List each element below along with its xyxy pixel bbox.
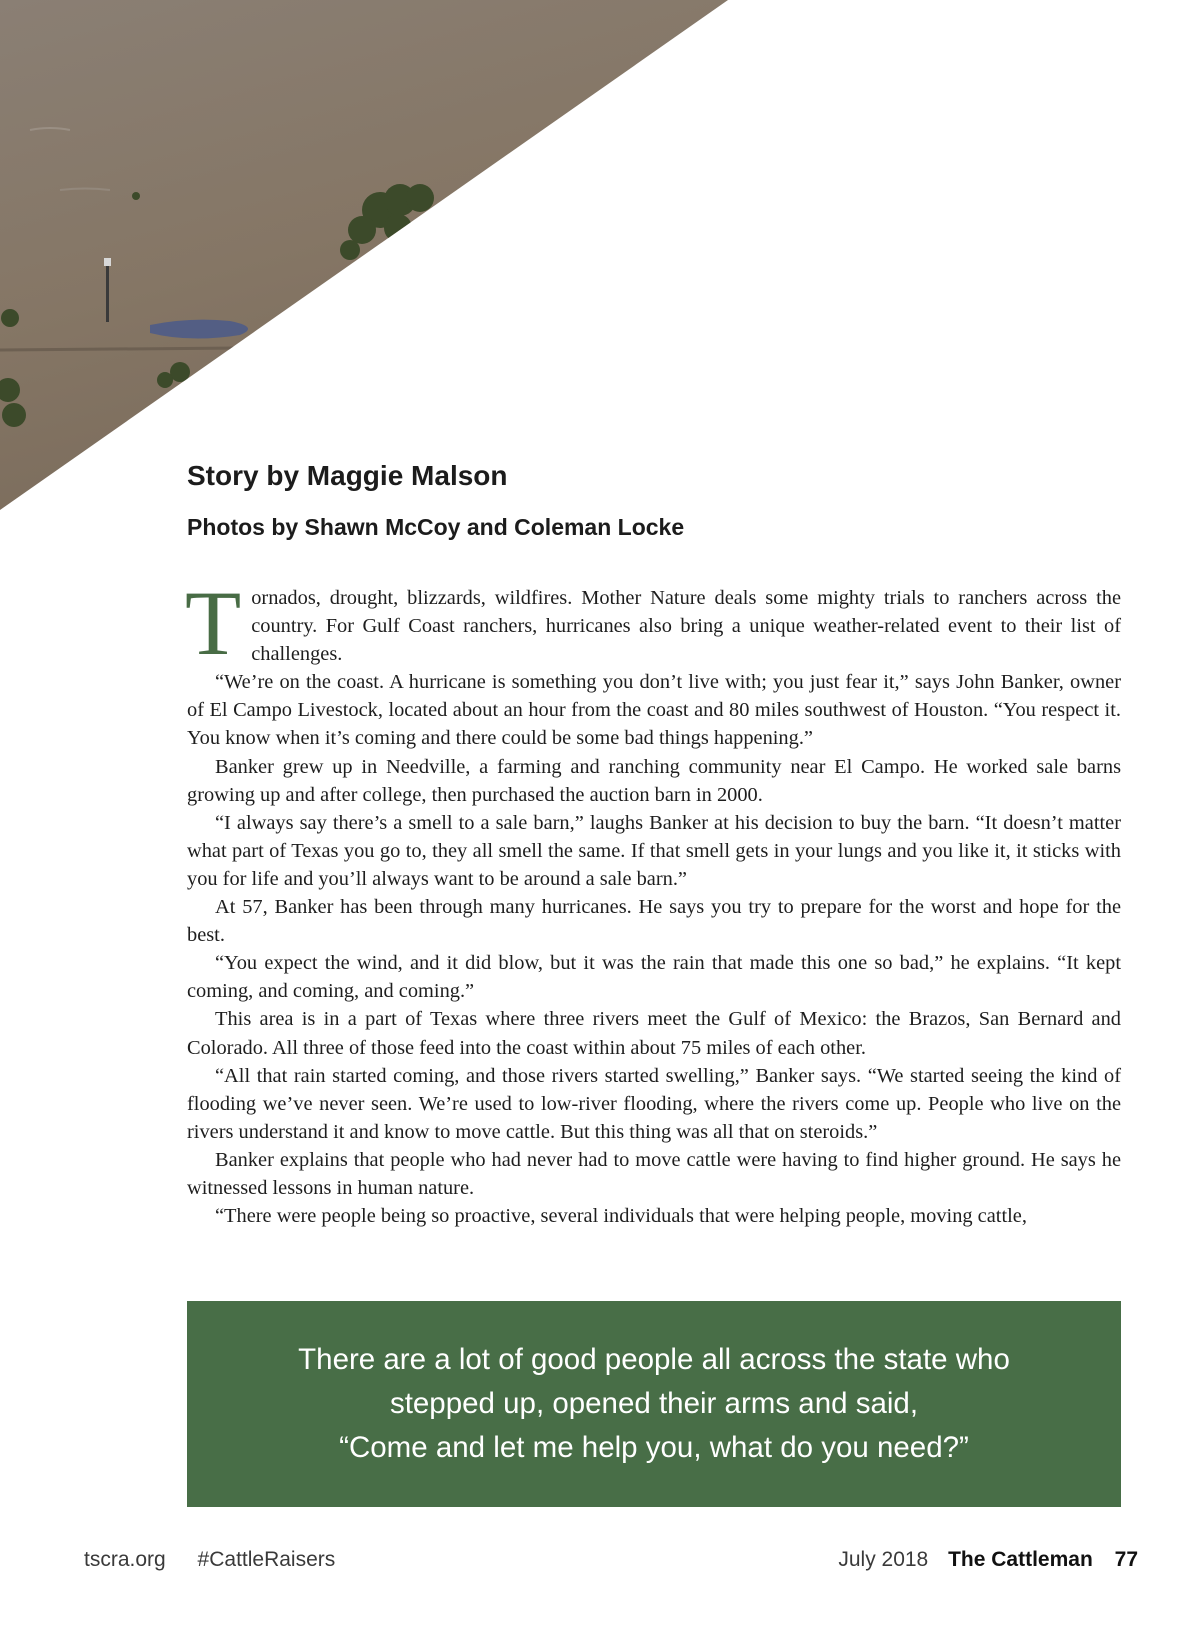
article-paragraph: “We’re on the coast. A hurricane is something you don’t live with; you just fear it,” says John Banker, owner of El Campo Livestock, located about an hour from the coast and 80 miles southwest of Houston. “You respect it. You know when it’s coming and there could be some bad things happening.” [187, 671, 1121, 750]
footer-right [838, 1548, 1138, 1572]
page-number: 77 [1114, 1548, 1138, 1571]
article-paragraph: “All that rain started coming, and those rivers started swelling,” Banker says. “We started seeing the kind of flooding we’ve never seen. We’re used to low-river flooding, where the rivers come up. People who live on the rivers understand it and know to move cattle. But this thing was all that on steroids.” [187, 1064, 1121, 1143]
article-body [185, 572, 1121, 1230]
footer-hashtag: #CattleRaisers [197, 1548, 336, 1571]
flood-photo [0, 0, 730, 512]
article-paragraph: “You expect the wind, and it did blow, but it was the rain that made this one so bad,” he explains. “It kept coming, and coming, and coming.” [187, 952, 1121, 1003]
story-byline: Story by Maggie Malson [187, 460, 508, 491]
footer-left [84, 1548, 335, 1572]
drop-cap: T [185, 572, 242, 674]
article-paragraph: “There were people being so proactive, several individuals that were helping people, moving cattle, [215, 1205, 1027, 1228]
footer-site: tscra.org [84, 1548, 166, 1571]
photo-credit: Photos by Shawn McCoy and Coleman Locke [187, 514, 685, 540]
footer-magazine: The Cattleman [948, 1548, 1093, 1571]
article-paragraph: Banker explains that people who had never had to move cattle were having to find higher ground. He says he witnessed lessons in human nature. [187, 1148, 1121, 1199]
pull-quote-line: There are a lot of good people all across the state who [298, 1343, 1010, 1376]
pull-quote [187, 1301, 1121, 1507]
article-paragraph: “I always say there’s a smell to a sale barn,” laughs Banker at his decision to buy the barn. “It doesn’t matter what part of Texas you go to, they all smell the same. If that smell gets in your lungs and you like it, it sticks with you for life and you’ll always want to be around a sale barn.” [187, 811, 1121, 890]
pull-quote-line: stepped up, opened their arms and said, [389, 1387, 919, 1420]
article-paragraph: This area is in a part of Texas where three rivers meet the Gulf of Mexico: the Brazos, San Bernard and Colorado. All three of those feed into the coast within about 75 miles of each other. [187, 1008, 1121, 1059]
pull-quote-line: “Come and let me help you, what do you need?” [339, 1431, 969, 1464]
article-paragraph: Tornados, drought, blizzards, wildfires. Mother Nature deals some mighty trials to ranchers across the country. For Gulf Coast ranchers, hurricanes also bring a unique weather-related event to their list of challenges. [185, 572, 1121, 674]
article-paragraph: Banker grew up in Needville, a farming and ranching community near El Campo. He worked sale barns growing up and after college, then purchased the auction barn in 2000. [187, 755, 1121, 806]
footer-date: July 2018 [838, 1548, 929, 1571]
article-paragraph: At 57, Banker has been through many hurricanes. He says you try to prepare for the worst and hope for the best. [187, 896, 1121, 947]
